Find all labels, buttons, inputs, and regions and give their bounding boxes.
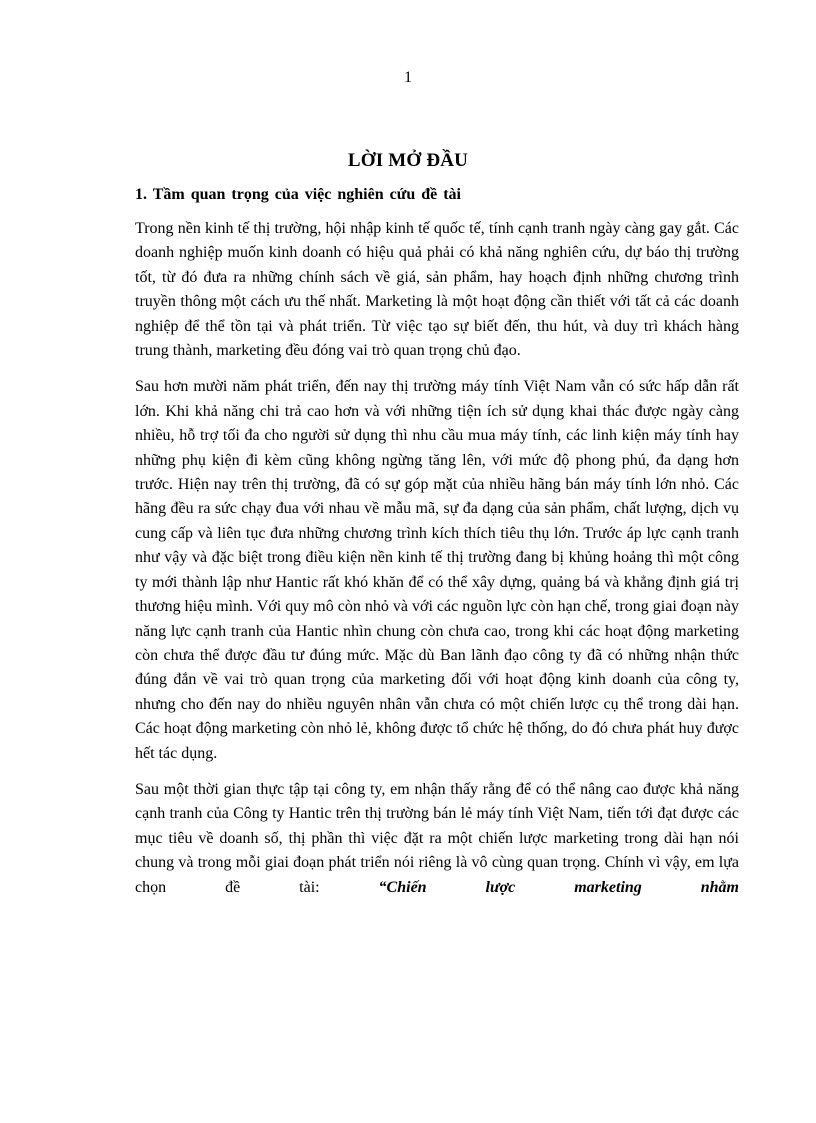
paragraph-topic-selection: [135, 778, 739, 900]
paragraph-market-context: Sau hơn mười năm phát triển, đến nay thị trường máy tính Việt Nam vẫn có sức hấp dẫn rất lớn. Khi khả năng chi trả cao hơn và với những tiện ích sử dụng khai thác được ngày càng nhiều, hỗ trợ tối đa cho người sử dụng thì nhu cầu mua máy tính, các linh kiện máy tính hay những phụ kiện đi kèm cũng không ngừng tăng lên, với mức độ phong phú, đa dạng hơn trước. Hiện nay trên thị trường, đã có sự góp mặt của nhiều hãng bán máy tính lớn nhỏ. Các hãng đều ra sức chạy đua với nhau về mẫu mã, sự đa dạng của sản phẩm, chất lượng, dịch vụ cung cấp và liên tục đưa những chương trình kích thích tiêu thụ lớn. Trước áp lực cạnh tranh như vậy và đặc biệt trong điều kiện nền kinh tế thị trường đang bị khủng hoảng thì một công ty mới thành lập như Hantic rất khó khăn để có thể xây dựng, quảng bá và khẳng định giá trị thương hiệu mình. Với quy mô còn nhỏ và với các nguồn lực còn hạn chế, trong giai đoạn này năng lực cạnh tranh của Hantic nhìn chung còn chưa cao, trong khi các hoạt động marketing còn chưa thể được đầu tư đúng mức. Mặc dù Ban lãnh đạo công ty đã có những nhận thức đúng đắn về vai trò quan trọng của marketing đối với hoạt động kinh doanh của công ty, nhưng cho đến nay do nhiều nguyên nhân vẫn chưa có một chiến lược cụ thể trong dài hạn. Các hoạt động marketing còn nhỏ lẻ, không được tổ chức hệ thống, do đó chưa phát huy được hết tác dụng.: [135, 378, 739, 762]
topic-title: “Chiến lược marketing nhằm: [378, 878, 739, 896]
page-title: LỜI MỞ ĐẦU: [347, 150, 469, 171]
section-heading: 1. Tầm quan trọng của việc nghiên cứu đề tài: [135, 186, 461, 203]
paragraph-topic-selection-text: Sau một thời gian thực tập tại công ty, em nhận thấy rằng để có thể nâng cao được khả năng cạnh tranh của Công ty Hantic trên thị trường bán lẻ máy tính Việt Nam, tiến tới đạt được các mục tiêu về doanh số, thị phần thì việc đặt ra một chiến lược marketing trong dài hạn nói chung và trong mỗi giai đoạn phát triển nói riêng là vô cùng quan trọng. Chính vì vậy, em lựa chọn đề tài:: [135, 780, 739, 896]
paragraph-importance: Trong nền kinh tế thị trường, hội nhập kinh tế quốc tế, tính cạnh tranh ngày càng gay gắt. Các doanh nghiệp muốn kinh doanh có hiệu quả phải có khả năng nghiên cứu, dự báo thị trường tốt, từ đó đưa ra những chính sách về giá, sản phẩm, hay hoạch định những chương trình truyền thông một cách ưu thế nhất. Marketing là một hoạt động cần thiết với tất cả các doanh nghiệp để thể tồn tại và phát triển. Từ việc tạo sự biết đến, thu hút, và duy trì khách hàng trung thành, marketing đều đóng vai trò quan trọng chủ đạo.: [135, 220, 739, 360]
page-number: 1: [404, 69, 412, 86]
document-body: [135, 217, 739, 900]
